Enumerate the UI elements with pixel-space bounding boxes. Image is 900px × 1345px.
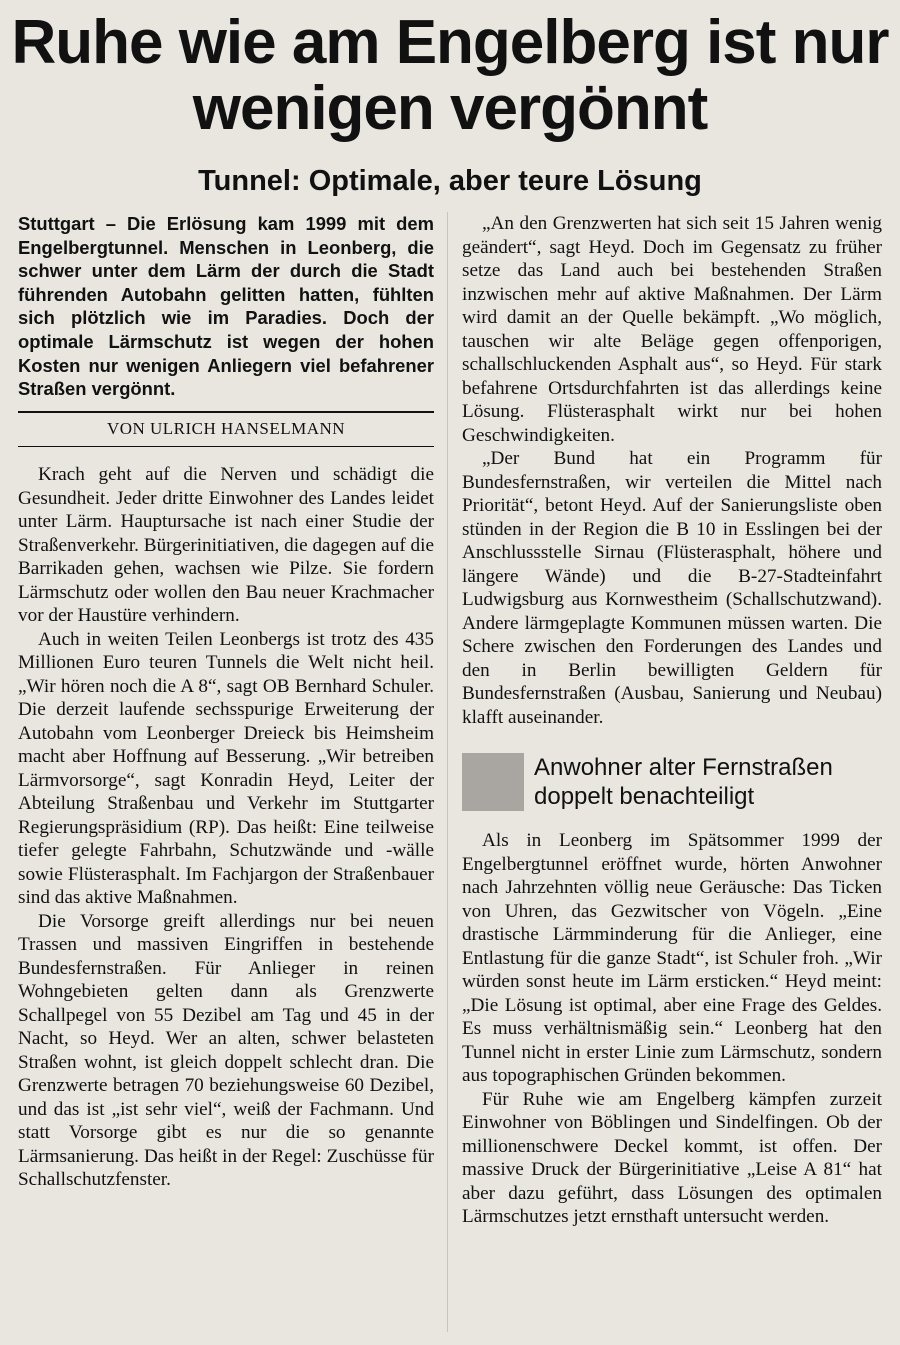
section-heading xyxy=(462,753,882,811)
right-column xyxy=(462,212,882,1229)
section-heading-line-1: Anwohner alter Fernstraßen xyxy=(534,754,833,781)
section-heading-text xyxy=(534,753,833,811)
body-paragraph: Auch in weiten Teilen Leonbergs ist trotz des 435 Millionen Euro teuren Tunnels die Welt nicht heil. „Wir hören noch die A 8“, sagt OB Bernhard Schuler. Die derzeit laufende sechsspurige Erweiterung der Autobahn vom Leonberger Dreieck bis Heimsheim macht aber Hoffnung auf Besserung. „Wir betreiben Lärmvorsorge“, sagt Konradin Heyd, Leiter der Abteilung Straßenbau und Verkehr im Stuttgarter Regierungspräsidium (RP). Das heißt: Eine teilweise tiefer gelegte Fahrbahn, Schutzwände und -wälle sowie Flüsterasphalt. Im Fachjargon der Straßenbauer sind das aktive Maßnahmen. xyxy=(18,628,434,909)
subheadline: Tunnel: Optimale, aber teure Lösung xyxy=(198,165,702,197)
body-paragraph: Krach geht auf die Nerven und schädigt die Gesundheit. Jeder dritte Einwohner des Landes leidet unter Lärm. Hauptursache ist nach einer Studie der Straßenverkehr. Bürgerinitiativen, die dagegen auf die Barrikaden gehen, wachsen wie Pilze. Sie fordern Lärmschutz oder wollen den Bau neuer Krachmacher vor der Haustüre verhindern. xyxy=(18,464,434,627)
body-paragraph: Für Ruhe wie am Engelberg kämpfen zurzeit Einwohner von Böblingen und Sindelfingen. Ob der millionenschwere Deckel kommt, ist offen. Der massive Druck der Bürgerinitiative „Leise A 81“ hat aber dazu geführt, dass Lösungen des optimalen Lärmschutzes jetzt ernsthaft untersucht werden. xyxy=(462,1088,882,1227)
body-paragraph: „Der Bund hat ein Programm für Bundesfernstraßen, wir verteilen die Mittel nach Priorität“, betont Heyd. Auf der Sanierungsliste oben stünden in der Region die B 10 in Esslingen bei der Anschlussstelle Sirnau (Flüsterasphalt, höhere und längere Wände) und die B-27-Stadteinfahrt Ludwigsburg aus Kornwestheim (Schallschutzwand). Andere lärmgeplagte Kommunen müssen warten. Die Schere zwischen den Forderungen des Landes und den in Berlin bewilligten Geldern für Bundesfernstraßen (Ausbau, Sanierung und Neubau) klafft auseinander. xyxy=(462,448,882,728)
byline-rule-bottom xyxy=(18,446,434,447)
section-heading-line-2: doppelt benachteiligt xyxy=(534,783,755,810)
column-divider xyxy=(447,212,448,1332)
left-column xyxy=(18,212,434,1192)
body-paragraph: Als in Leonberg im Spätsommer 1999 der Engelbergtunnel eröffnet wurde, hörten Anwohner nach Jahrzehnten völlig neue Geräusche: Das Ticken von Uhren, das Gezwitscher von Vögeln. „Eine drastische Lärmminderung für die Anlieger, eine Entlastung für die ganze Stadt“, ist Schuler froh. „Wir würden sonst heute im Lärm ersticken.“ Heyd meint: „Die Lösung ist optimal, aber eine Frage des Geldes. Es muss verhältnismäßig sein.“ Leonberg hat den Tunnel nicht in erster Linie zum Lärmschutz, sondern aus topographischen Gründen bekommen. xyxy=(462,830,882,1086)
body-paragraph: Die Vorsorge greift allerdings nur bei neuen Trassen und massiven Eingriffen in bestehende Bundesfernstraßen. Für Anlieger in reinen Wohngebieten gelten dann als Grenzwerte Schallpegel von 55 Dezibel am Tag und 45 in der Nacht, so Heyd. Wer an alten, schwer belasteten Straßen wohnt, ist gleich doppelt schlecht dran. Die Grenzwerte betragen 70 beziehungsweise 60 Dezibel, und das ist „ist sehr viel“, weiß der Fachmann. Und statt Vorsorge gibt es nur die so genannte Lärmsanierung. Das heißt in der Regel: Zuschüsse für Schallschutzfenster. xyxy=(18,910,434,1191)
byline: VON ULRICH HANSELMANN xyxy=(106,418,346,438)
lead-paragraph: Stuttgart – Die Erlösung kam 1999 mit dem Engelbergtunnel. Menschen in Leonberg, die schwer unter dem Lärm der durch die Stadt führenden Autobahn gelitten hatten, fühlten sich plötzlich wie im Paradies. Doch der optimale Lärmschutz ist wegen der hohen Kosten nur wenigen Anliegern viel befahrener Straßen vergönnt. xyxy=(18,213,434,400)
section-heading-shade-box xyxy=(462,753,524,811)
headline: Ruhe wie am Engelberg ist nur wenigen vergönnt xyxy=(11,8,889,143)
body-paragraph: „An den Grenzwerten hat sich seit 15 Jahren wenig geändert“, sagt Heyd. Doch im Gegensatz zu früher setze das Land auch bei bestehenden Straßen inzwischen mehr auf aktive Maßnahmen. Der Lärm wird damit an der Quelle bekämpft. „Wo möglich, tauschen wir alte Beläge gegen offenporigen, schallschluckenden Asphalt aus“, so Heyd. Für stark befahrene Ortsdurchfahrten ist das allerdings keine Lösung. Flüsterasphalt wirkt nur bei hohen Geschwindigkeiten. xyxy=(462,213,882,446)
